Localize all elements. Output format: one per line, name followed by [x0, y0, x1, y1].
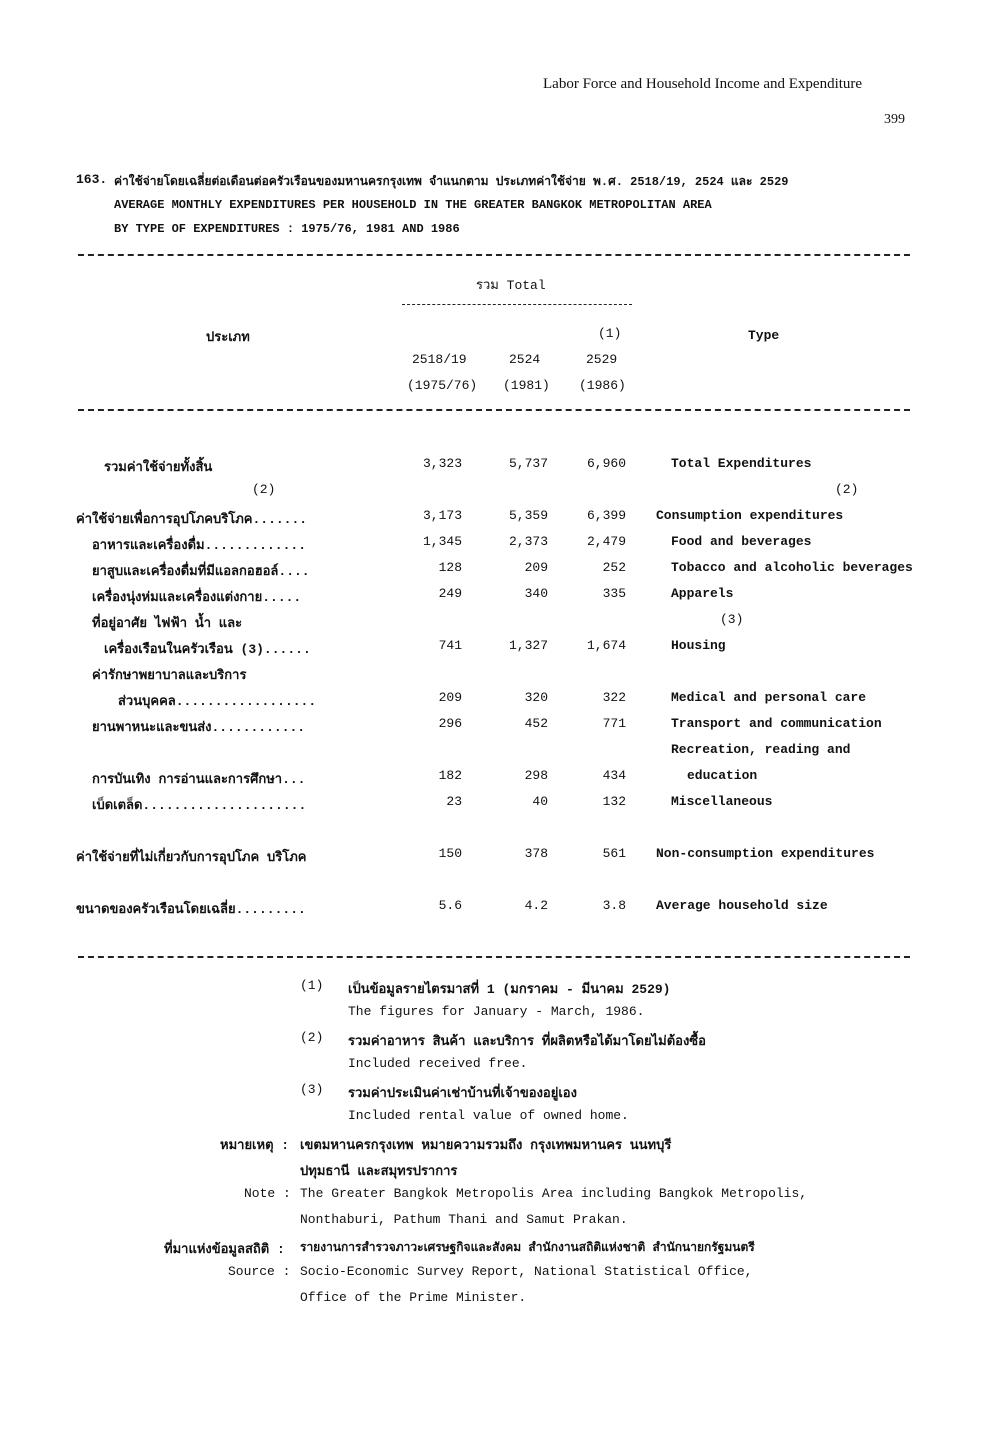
cell-value: 320 — [524, 690, 548, 705]
footnote-2-thai: รวมค่าอาหาร สินค้า และบริการ ที่ผลิตหรือได้มาโดยไม่ต้องซื้อ — [348, 1034, 706, 1049]
table-number: 163. — [76, 172, 108, 187]
column-type-thai: ประเภท — [206, 330, 250, 345]
table-bottom-rule — [78, 956, 910, 958]
cell-value: 322 — [602, 690, 626, 705]
title-en-line2: BY TYPE OF EXPENDITURES : 1975/76, 1981 AND 1986 — [114, 222, 460, 236]
row-label-en: Food and beverages — [671, 534, 812, 549]
source-en-line1: Socio-Economic Survey Report, National Statistical Office, — [300, 1264, 753, 1279]
footnote-mark: (2) — [252, 482, 276, 497]
cell-value: 452 — [524, 716, 548, 731]
header-top-rule — [78, 254, 910, 256]
cell-value: 741 — [438, 638, 462, 653]
row-label-thai: ค่าใช้จ่ายที่ไม่เกี่ยวกับการอุปโภค บริโภค — [76, 850, 307, 865]
row-label-thai-pre: ค่ารักษาพยาบาลและบริการ — [92, 668, 247, 683]
column-group-rule — [402, 304, 632, 305]
cell-value: 771 — [602, 716, 626, 731]
note-label-thai: หมายเหตุ : — [220, 1138, 290, 1153]
row-label-thai-pre: ที่อยู่อาศัย ไฟฟ้า น้ำ และ — [92, 616, 243, 631]
footnote-1-en: The figures for January - March, 1986. — [348, 1004, 645, 1019]
cell-value: 150 — [438, 846, 462, 861]
row-label-thai: เครื่องเรือนในครัวเรือน (3)...... — [104, 642, 311, 657]
cell-value: 249 — [438, 586, 462, 601]
footnote-3-mark: (3) — [300, 1082, 324, 1097]
row-label-thai: เครื่องนุ่งห่มและเครื่องแต่งกาย..... — [92, 590, 302, 605]
note-label-en: Note : — [244, 1186, 291, 1201]
cell-value: 23 — [446, 794, 462, 809]
cell-value: 340 — [524, 586, 548, 601]
column-year-1: 2518/19 — [412, 352, 467, 367]
cell-value: 182 — [438, 768, 462, 783]
cell-value: 1,327 — [508, 638, 548, 653]
cell-value: 209 — [524, 560, 548, 575]
row-label-thai: ยานพาหนะและขนส่ง............ — [92, 720, 306, 735]
note-thai-line2: ปทุมธานี และสมุทรปราการ — [300, 1164, 458, 1179]
footnote-3-en: Included rental value of owned home. — [348, 1108, 629, 1123]
row-label-en: education — [687, 768, 758, 783]
cell-value: 4.2 — [524, 898, 548, 913]
cell-value: 3,323 — [422, 456, 462, 471]
row-label-en: Apparels — [671, 586, 734, 601]
source-thai: รายงานการสำรวจภาวะเศรษฐกิจและสังคม สำนักงานสถิติแห่งชาติ สำนักนายกรัฐมนตรี — [300, 1241, 755, 1255]
source-label-thai: ที่มาแห่งข้อมูลสถิติ : — [164, 1242, 285, 1257]
column-year-2-en: (1981) — [503, 378, 550, 393]
cell-value: 2,373 — [508, 534, 548, 549]
row-label-thai: ยาสูบและเครื่องดื่มที่มีแอลกอฮอล์.... — [92, 564, 310, 579]
cell-value: 2,479 — [586, 534, 626, 549]
row-label-en: Average household size — [656, 898, 828, 913]
row-label-thai: เบ็ดเตล็ด..................... — [92, 798, 307, 813]
row-label-en: Consumption expenditures — [656, 508, 844, 523]
cell-value: 209 — [438, 690, 462, 705]
column-year-2: 2524 — [509, 352, 541, 367]
row-label-en-pre: Recreation, reading and — [671, 742, 851, 757]
row-label-thai: อาหารและเครื่องดื่ม............. — [92, 538, 306, 553]
note-en-line1: The Greater Bangkok Metropolis Area including Bangkok Metropolis, — [300, 1186, 808, 1201]
cell-value: 298 — [524, 768, 548, 783]
row-label-en: Medical and personal care — [671, 690, 867, 705]
source-label-en: Source : — [228, 1264, 291, 1279]
row-label-thai: ค่าใช้จ่ายเพื่อการอุปโภคบริโภค....... — [76, 512, 308, 527]
cell-value: 296 — [438, 716, 462, 731]
column-type-en: Type — [748, 328, 780, 343]
cell-value: 6,399 — [586, 508, 626, 523]
column-year-3-en: (1986) — [579, 378, 626, 393]
footnote-mark: (3) — [720, 612, 744, 627]
cell-value: 378 — [524, 846, 548, 861]
column-group-header: รวม Total — [476, 278, 546, 293]
cell-value: 1,345 — [422, 534, 462, 549]
header-bottom-rule — [78, 409, 910, 411]
cell-value: 5.6 — [438, 898, 462, 913]
footnote-2-mark: (2) — [300, 1030, 324, 1045]
cell-value: 3.8 — [602, 898, 626, 913]
note-en-line2: Nonthaburi, Pathum Thani and Samut Prakan. — [300, 1212, 628, 1227]
row-label-en: Miscellaneous — [671, 794, 773, 809]
footnote-mark: (2) — [835, 482, 859, 497]
row-label-en: Total Expenditures — [671, 456, 812, 471]
cell-value: 335 — [602, 586, 626, 601]
footnote-1-thai: เป็นข้อมูลรายไตรมาสที่ 1 (มกราคม - มีนาคม 2529) — [348, 982, 671, 997]
cell-value: 132 — [602, 794, 626, 809]
row-label-thai: ส่วนบุคคล.................. — [118, 694, 317, 709]
column-year-3: 2529 — [586, 352, 618, 367]
note-thai-line1: เขตมหานครกรุงเทพ หมายความรวมถึง กรุงเทพมหานคร นนทบุรี — [300, 1138, 672, 1153]
cell-value: 561 — [602, 846, 626, 861]
cell-value: 252 — [602, 560, 626, 575]
row-label-en: Transport and communication — [671, 716, 882, 731]
cell-value: 40 — [532, 794, 548, 809]
column-year-1-en: (1975/76) — [407, 378, 478, 393]
row-label-en: Non-consumption expenditures — [656, 846, 875, 861]
cell-value: 5,359 — [508, 508, 548, 523]
running-title: Labor Force and Household Income and Expenditure — [543, 76, 863, 92]
footnote-3-thai: รวมค่าประเมินค่าเช่าบ้านที่เจ้าของอยู่เอง — [348, 1086, 577, 1101]
cell-value: 128 — [438, 560, 462, 575]
column-note-1: (1) — [598, 326, 622, 341]
row-label-thai: ขนาดของครัวเรือนโดยเฉลี่ย......... — [76, 902, 306, 917]
cell-value: 5,737 — [508, 456, 548, 471]
source-en-line2: Office of the Prime Minister. — [300, 1290, 527, 1305]
row-label-thai: การบันเทิง การอ่านและการศึกษา... — [92, 772, 306, 787]
cell-value: 6,960 — [586, 456, 626, 471]
footnote-1-mark: (1) — [300, 978, 324, 993]
title-en-line1: AVERAGE MONTHLY EXPENDITURES PER HOUSEHOLD IN THE GREATER BANGKOK METROPOLITAN AREA — [114, 198, 712, 212]
row-label-en: Tobacco and alcoholic beverages — [671, 560, 913, 575]
title-thai: ค่าใช้จ่ายโดยเฉลี่ยต่อเดือนต่อครัวเรือนของมหานครกรุงเทพ จำแนกตาม ประเภทค่าใช้จ่าย พ.ศ. 2518/19, 2524 และ 2529 — [114, 175, 789, 189]
cell-value: 3,173 — [422, 508, 462, 523]
cell-value: 434 — [602, 768, 626, 783]
cell-value: 1,674 — [586, 638, 626, 653]
row-label-thai: รวมค่าใช้จ่ายทั้งสิ้น — [104, 460, 213, 475]
page-number: 399 — [884, 112, 905, 127]
row-label-en: Housing — [671, 638, 726, 653]
footnote-2-en: Included received free. — [348, 1056, 528, 1071]
